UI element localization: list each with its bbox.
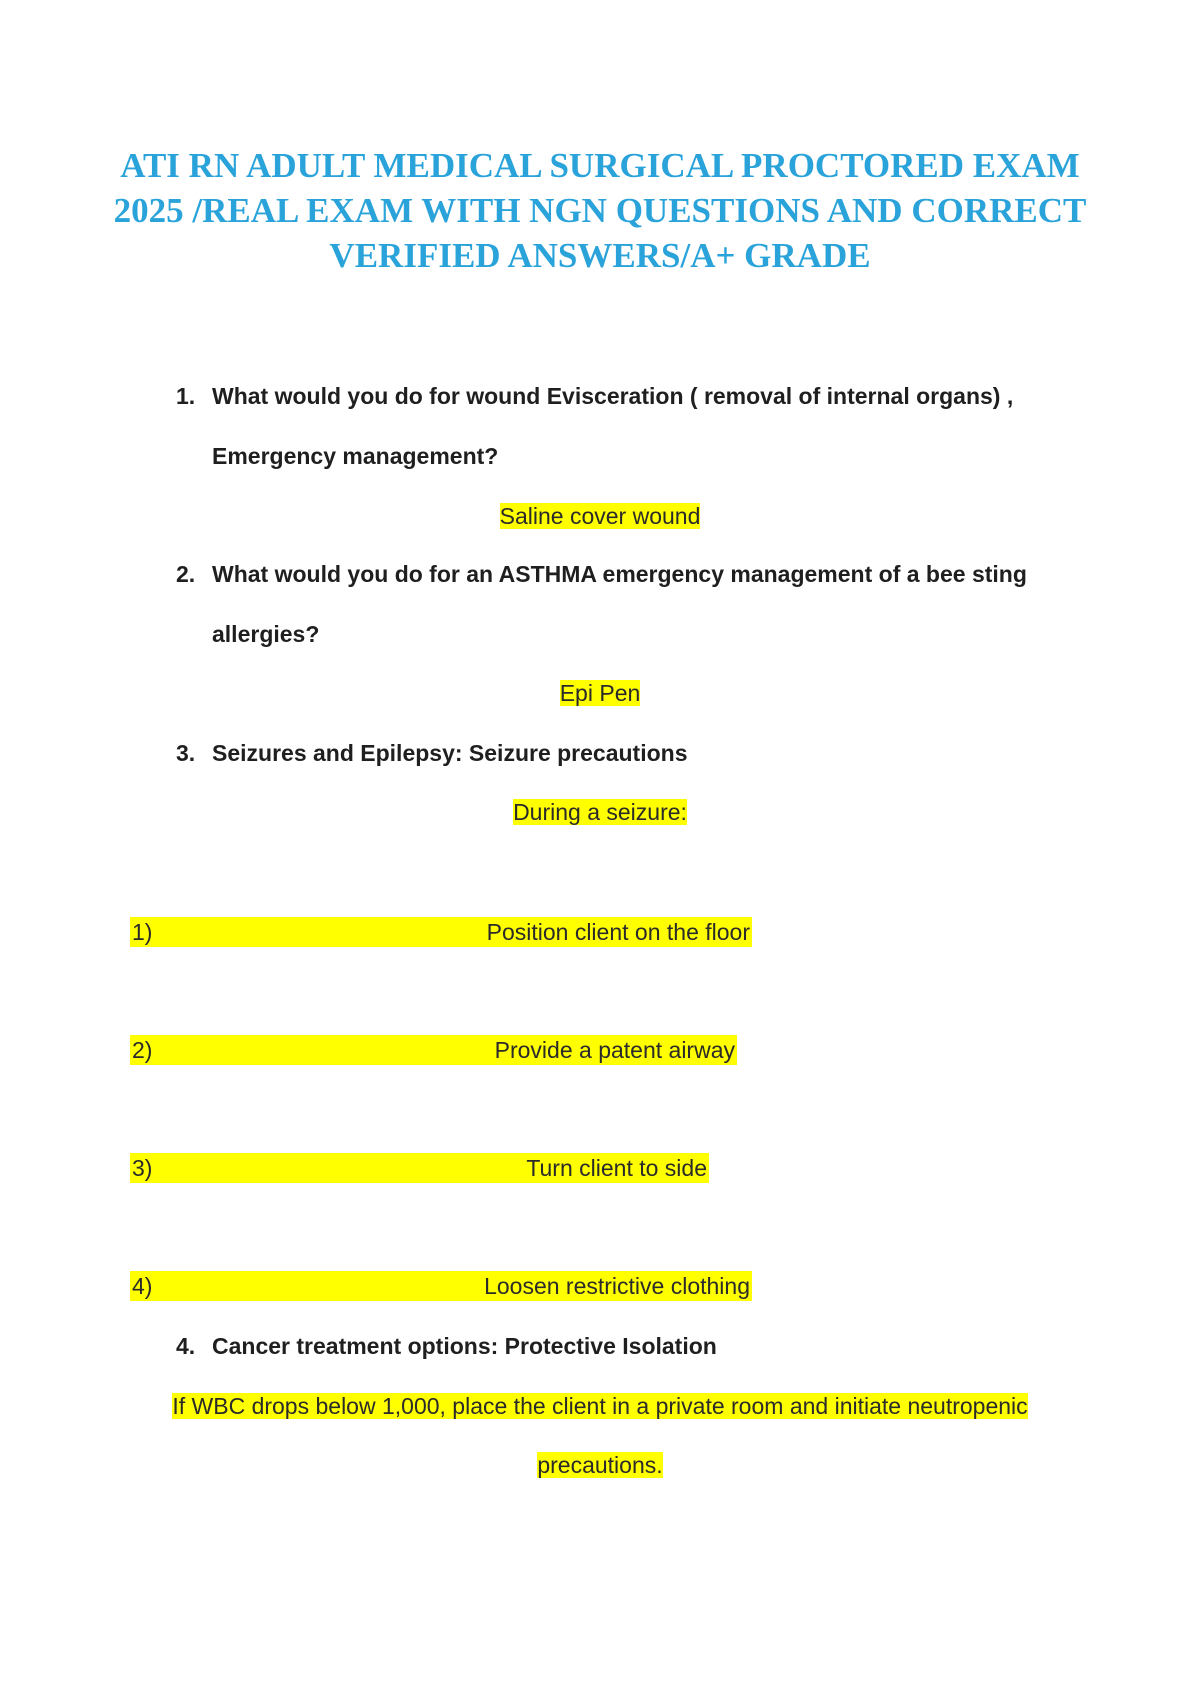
question-1-continuation: Emergency management? <box>212 443 499 469</box>
answer-3-line <box>0 797 1200 827</box>
step-marker: 1) <box>132 919 153 945</box>
document-title: ATI RN ADULT MEDICAL SURGICAL PROCTORED EXAM 2025 /REAL EXAM WITH NGN QUESTIONS AND CORRECT VERIFIED ANSWERS/A+ GRADE <box>113 146 1087 275</box>
question-number: 1. <box>176 383 196 409</box>
question-text: What would you do for an ASTHMA emergency management of a bee sting <box>212 561 1027 587</box>
answer-1-line <box>0 501 1200 531</box>
question-1 <box>176 381 1013 411</box>
answer-4-line-2 <box>0 1450 1200 1480</box>
question-number: 3. <box>176 740 196 766</box>
question-3 <box>176 738 688 768</box>
step-text: Turn client to side <box>526 1155 707 1181</box>
answer-highlight: Saline cover wound <box>499 503 701 529</box>
step-text: Provide a patent airway <box>494 1037 735 1063</box>
step-marker: 4) <box>132 1273 153 1299</box>
question-number: 4. <box>176 1333 196 1359</box>
question-2-continuation: allergies? <box>212 621 320 647</box>
seizure-step-4 <box>130 1271 752 1301</box>
seizure-step-3 <box>130 1153 709 1183</box>
question-number: 2. <box>176 561 196 587</box>
step-marker: 3) <box>132 1155 153 1181</box>
question-text: What would you do for wound Evisceration ( removal of internal organs) , <box>212 383 1014 409</box>
seizure-step-1 <box>130 917 752 947</box>
question-text: Seizures and Epilepsy: Seizure precautions <box>212 740 688 766</box>
step-text: Loosen restrictive clothing <box>484 1273 750 1299</box>
answer-highlight: precautions. <box>537 1452 663 1478</box>
answer-2-line <box>0 678 1200 708</box>
question-text: Cancer treatment options: Protective Isolation <box>212 1333 717 1359</box>
answer-highlight: During a seizure: <box>513 799 687 825</box>
seizure-step-2 <box>130 1035 737 1065</box>
answer-highlight: If WBC drops below 1,000, place the client in a private room and initiate neutropenic <box>172 1393 1028 1419</box>
answer-highlight: Epi Pen <box>559 680 641 706</box>
step-marker: 2) <box>132 1037 153 1063</box>
answer-4-line-1 <box>0 1391 1200 1421</box>
question-4 <box>176 1331 717 1361</box>
question-2 <box>176 559 1027 589</box>
step-text: Position client on the floor <box>486 919 750 945</box>
